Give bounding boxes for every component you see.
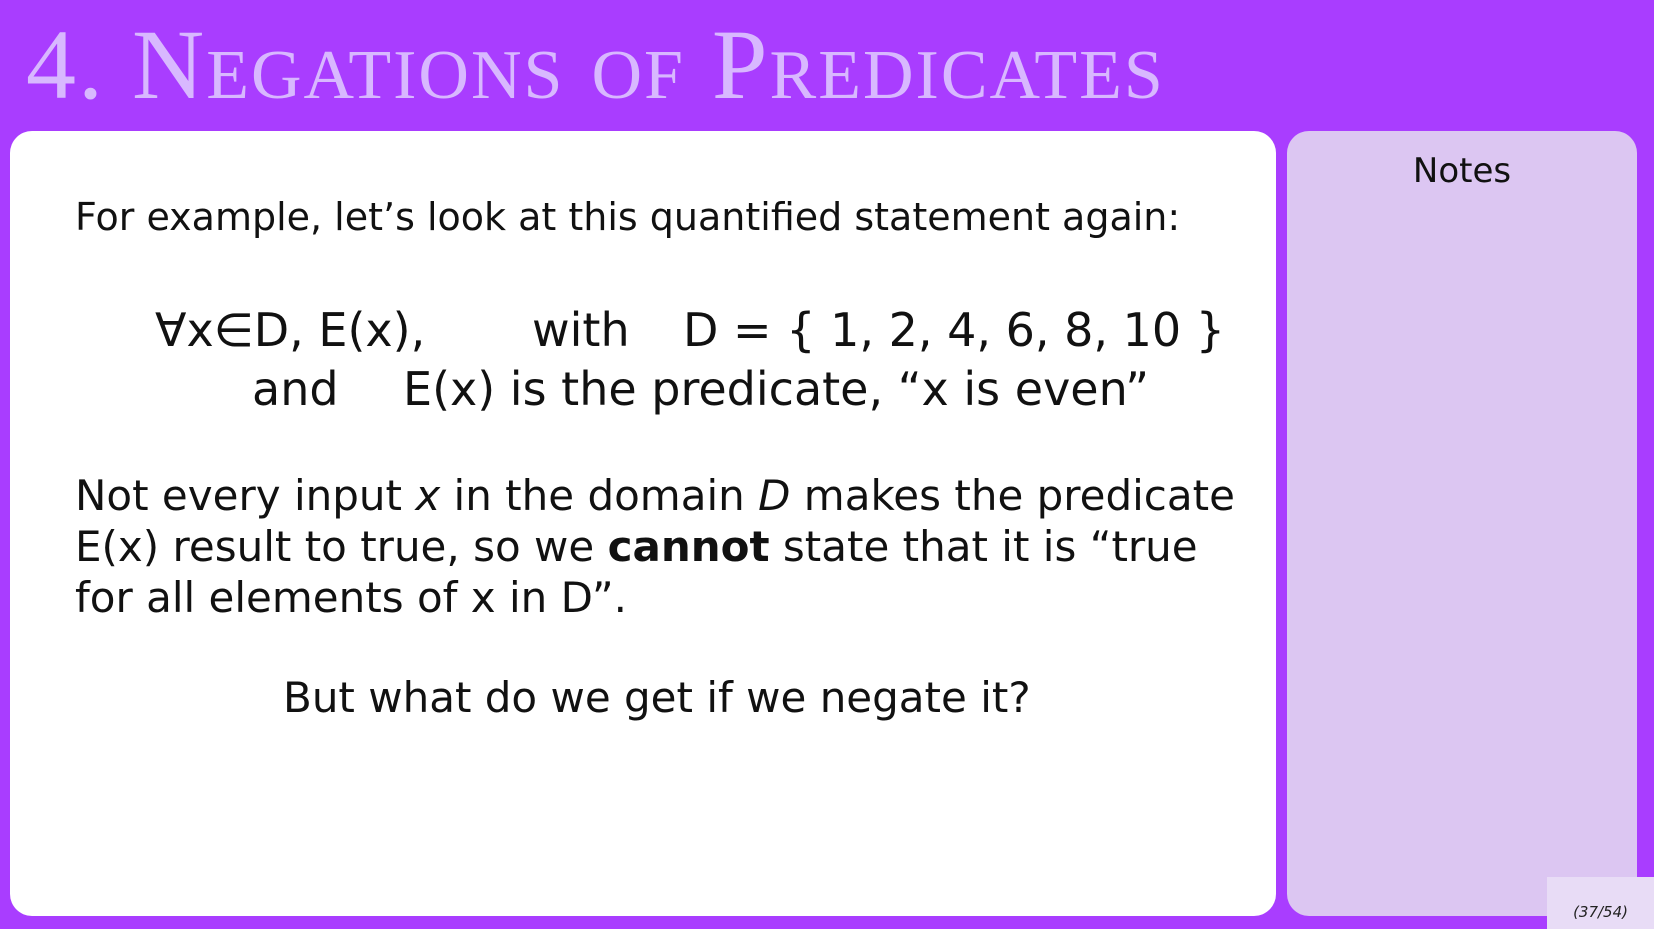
title-word-predicates: PREDICATES [711, 9, 1165, 120]
variable-d: D [758, 471, 791, 520]
question-text: But what do we get if we negate it? [283, 673, 1031, 722]
notes-panel [1287, 131, 1637, 916]
formula-domain: D = { 1, 2, 4, 6, 8, 10 } [683, 303, 1226, 357]
emphasis-cannot: cannot [607, 522, 770, 571]
page-counter: (37/54) [1547, 877, 1654, 929]
variable-x: x [415, 471, 441, 520]
slide-title [26, 6, 1165, 135]
title-word-negations: NEGATIONS [132, 9, 565, 120]
intro-text: For example, let’s look at this quantified statement again: [75, 195, 1181, 239]
notes-title: Notes [1412, 151, 1512, 191]
formula-and: and [252, 362, 339, 416]
explanation-paragraph: Not every input x in the domain D makes the predicate E(x) result to true, so we cannot state that it is “true for all elements of x in D”. [75, 471, 1235, 622]
formula-predicate: E(x) is the predicate, “x is even” [403, 362, 1150, 416]
formula-statement: ∀x∈D, E(x), [155, 303, 426, 357]
formula-with: with [532, 303, 630, 357]
title-number: 4. [26, 9, 105, 120]
title-word-of: OF [591, 37, 685, 114]
